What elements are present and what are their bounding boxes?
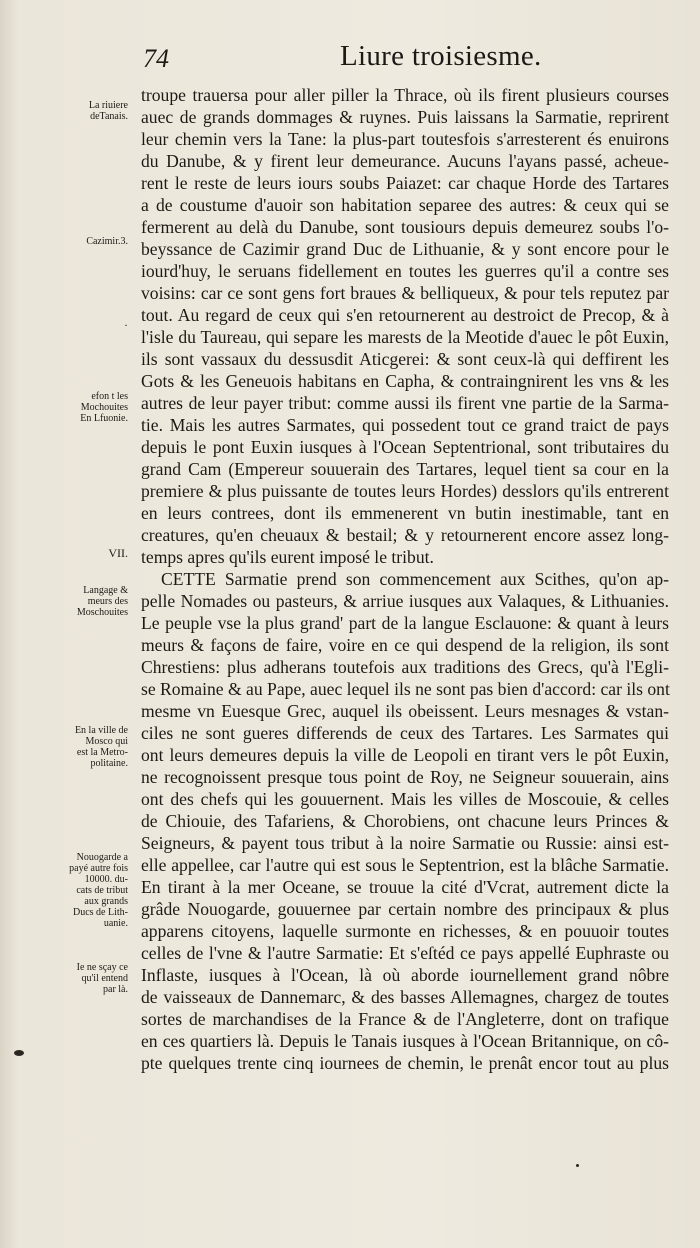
margin-note-line: En la ville de <box>74 725 128 736</box>
text-line: tie. Mais les autres Sarmates, qui possedent tout ce grand traict de pays <box>141 415 669 435</box>
margin-note-ie-ne-scay <box>58 962 128 995</box>
margin-note-line: Cazimir.3. <box>86 236 128 247</box>
margin-note-line: Mosco qui <box>85 736 128 747</box>
text-line: grâde Nouogarde, gouuernee par certain nombre des principaux & plus <box>141 899 669 919</box>
text-line: en ces quartiers là. Depuis le Tanais iusques à l'Ocean Britannique, on cô- <box>141 1031 669 1051</box>
margin-note-line: deTanais. <box>90 111 128 122</box>
text-line: creatures, qu'en cheuaux & bestail; & y retournerent encore assez long- <box>141 525 669 545</box>
text-line: ont des chefs qui les gouuernent. Mais les villes de Moscouie, & celles <box>141 789 669 809</box>
ink-speck <box>576 1164 579 1167</box>
margin-note-section-number <box>58 548 128 559</box>
text-line: sortes de marchandises de la France & de l'Angleterre, dont on trafique <box>141 1009 669 1029</box>
running-title: Liure troisiesme. <box>340 40 542 72</box>
margin-note-line: payé autre fois <box>69 863 128 874</box>
text-line: auec de grands dommages & ruynes. Puis laissans la Sarmatie, reprirent <box>141 107 669 127</box>
text-line: Chrestiens: plus adherans toutefois aux traditions des Grecs, qu'à l'Egli- <box>141 657 669 677</box>
text-line: mesme vn Euesque Grec, auquel ils obeissent. Leurs mesnages & vstan- <box>141 701 669 721</box>
text-line: leur chemin vers la Tane: la plus-part toutesfois s'arresterent és enuirons <box>141 129 669 149</box>
margin-note-line: VII. <box>108 546 128 560</box>
text-line: en leurs contrees, dont ils emmenerent vn butin inestimable, tant en <box>141 503 669 523</box>
margin-note-line: La riuiere <box>88 100 128 111</box>
margin-note-mochouites <box>58 391 128 424</box>
text-line: de Chiouie, des Tafariens, & Chorobiens, ont chacune leurs Princes & <box>141 811 669 831</box>
text-line: celles de l'vne & l'autre Sarmatie: Et s'eſtéd ce pays appellé Euphraste ou <box>141 943 669 963</box>
margin-note-line: qu'il entend <box>81 973 128 984</box>
text-line: Seigneurs, & payent tous tribut à la noire Sarmatie ou Russie: ainsi est- <box>141 833 669 853</box>
text-line: ne recognoissent presque tous point de Roy, ne Seigneur souuerain, ains <box>141 767 669 787</box>
margin-note-line: cats de tribut <box>76 885 128 896</box>
margin-note-line: Nouogarde a <box>76 852 128 863</box>
text-line: voisins: car ce sont gens fort braues & belliqueux, & pour tels reputez par <box>141 283 669 303</box>
text-line: du Danube, & y firent leur demeurance. Aucuns l'ayans passé, acheue- <box>141 151 669 171</box>
text-line: ciles ne sont gueres differends de ceux des Tartares. Les Sarmates qui <box>141 723 669 743</box>
margin-note-line: par là. <box>103 984 128 995</box>
margin-note-line: politaine. <box>90 758 128 769</box>
margin-note-mosco <box>58 725 128 769</box>
text-line: beyssance de Cazimir grand Duc de Lithuanie, & y sont encore pour le <box>141 239 669 259</box>
text-line: se Romaine & au Pape, auec lequel ils ne sont pas bien d'accord: car ils ont <box>141 679 670 699</box>
margin-note-line: 10000. du- <box>84 874 128 885</box>
text-line: temps apres qu'ils eurent imposé le tribut. <box>141 547 434 567</box>
text-line: apparens citoyens, laquelle surmonte en richesses, & en pouuoir toutes <box>141 921 669 941</box>
text-line: ils sont vassaux du dessusdit Aticgerei: & sont ceux-là qui deffirent les <box>141 349 669 369</box>
margin-note-line: aux grands <box>84 896 128 907</box>
margin-note-tanais <box>58 100 128 122</box>
text-line: a de coustume d'auoir son habitation separee des autres: & ceux qui se <box>141 195 669 215</box>
ink-speck: · <box>124 318 128 332</box>
margin-note-line: uanie. <box>103 918 128 929</box>
margin-note-nouogarde <box>58 852 128 929</box>
text-line: CETTE Sarmatie prend son commencement aux Scithes, qu'on ap- <box>161 569 669 589</box>
margin-note-line: Langage & <box>83 585 128 596</box>
margin-note-line: Mochouites <box>80 402 128 413</box>
text-line: depuis le pont Euxin iusques à l'Ocean Septentrional, sont tributaires du <box>141 437 669 457</box>
text-line: iourd'huy, le seruans fidellement en toutes les guerres qu'il a contre ses <box>141 261 669 281</box>
margin-note-line: En Lfuonie. <box>80 413 128 424</box>
margin-note-line: meurs des <box>87 596 128 607</box>
margin-note-cazimir <box>58 236 128 247</box>
margin-note-langage <box>58 585 128 618</box>
ink-blot <box>14 1050 24 1056</box>
text-line: l'isle du Taureau, qui separe les marests de la Meotide d'auec le pôt Euxin, <box>141 327 669 347</box>
text-line: grand Cam (Empereur souuerain des Tartares, lequel tient sa cour en la <box>141 459 669 479</box>
text-line: tout. Au regard de ceux qui s'en retournerent au destroict de Precop, & à <box>141 305 669 325</box>
margin-note-line: Ducs de Lith- <box>73 907 128 918</box>
text-line: En tirant à la mer Oceane, se trouue la cité d'Vcrat, autrement dicte la <box>141 877 669 897</box>
text-line: premiere & plus puissante de toutes leurs Hordes) desslors qu'ils entrerent <box>141 481 669 501</box>
text-line: pelle Nomades ou pasteurs, & arriue iusques aux Valaques, & Lithuanies. <box>141 591 669 611</box>
text-line: de vaisseaux de Dannemarc, & des basses Allemagnes, chargez de toutes <box>141 987 669 1007</box>
text-line: autres de leur payer tribut: comme aussi ils firent vne partie de la Sarma- <box>141 393 669 413</box>
margin-note-line: Ie ne sçay ce <box>76 962 128 973</box>
margin-note-line: est la Metro- <box>76 747 128 758</box>
text-line: ont leurs demeures depuis la ville de Leopoli en tirant vers le pôt Euxin, <box>141 745 669 765</box>
text-line: pte quelques trente cinq iournees de chemin, le prenât encor tout au plus <box>141 1053 669 1073</box>
text-line: Inflaste, iusques à l'Ocean, là où aborde iournellement grand nôbre <box>141 965 669 985</box>
text-line: troupe trauersa pour aller piller la Thrace, où ils firent plusieurs courses <box>141 85 669 105</box>
page-number: 74 <box>143 44 169 73</box>
text-line: Le peuple vse la plus grand' part de la langue Esclauone: & quant à leurs <box>141 613 669 633</box>
text-line: meurs & façons de faire, voire en ce qui despend de la religion, ils sont <box>141 635 669 655</box>
text-line: Gots & les Geneuois habitans en Capha, & contraingnirent les vns & les <box>141 371 669 391</box>
text-line: fermerent au delà du Danube, sont tousiours depuis demeurez soubs l'o- <box>141 217 669 237</box>
text-line: elle appellee, car l'autre qui est sous le Septentrion, est la blâche Sarmatie. <box>141 855 669 875</box>
margin-note-line: efon t les <box>91 391 128 402</box>
margin-note-line: Moschouites <box>76 607 128 618</box>
text-line: rent le reste de leurs iours soubs Paiazet: car chaque Horde des Tartares <box>141 173 669 193</box>
